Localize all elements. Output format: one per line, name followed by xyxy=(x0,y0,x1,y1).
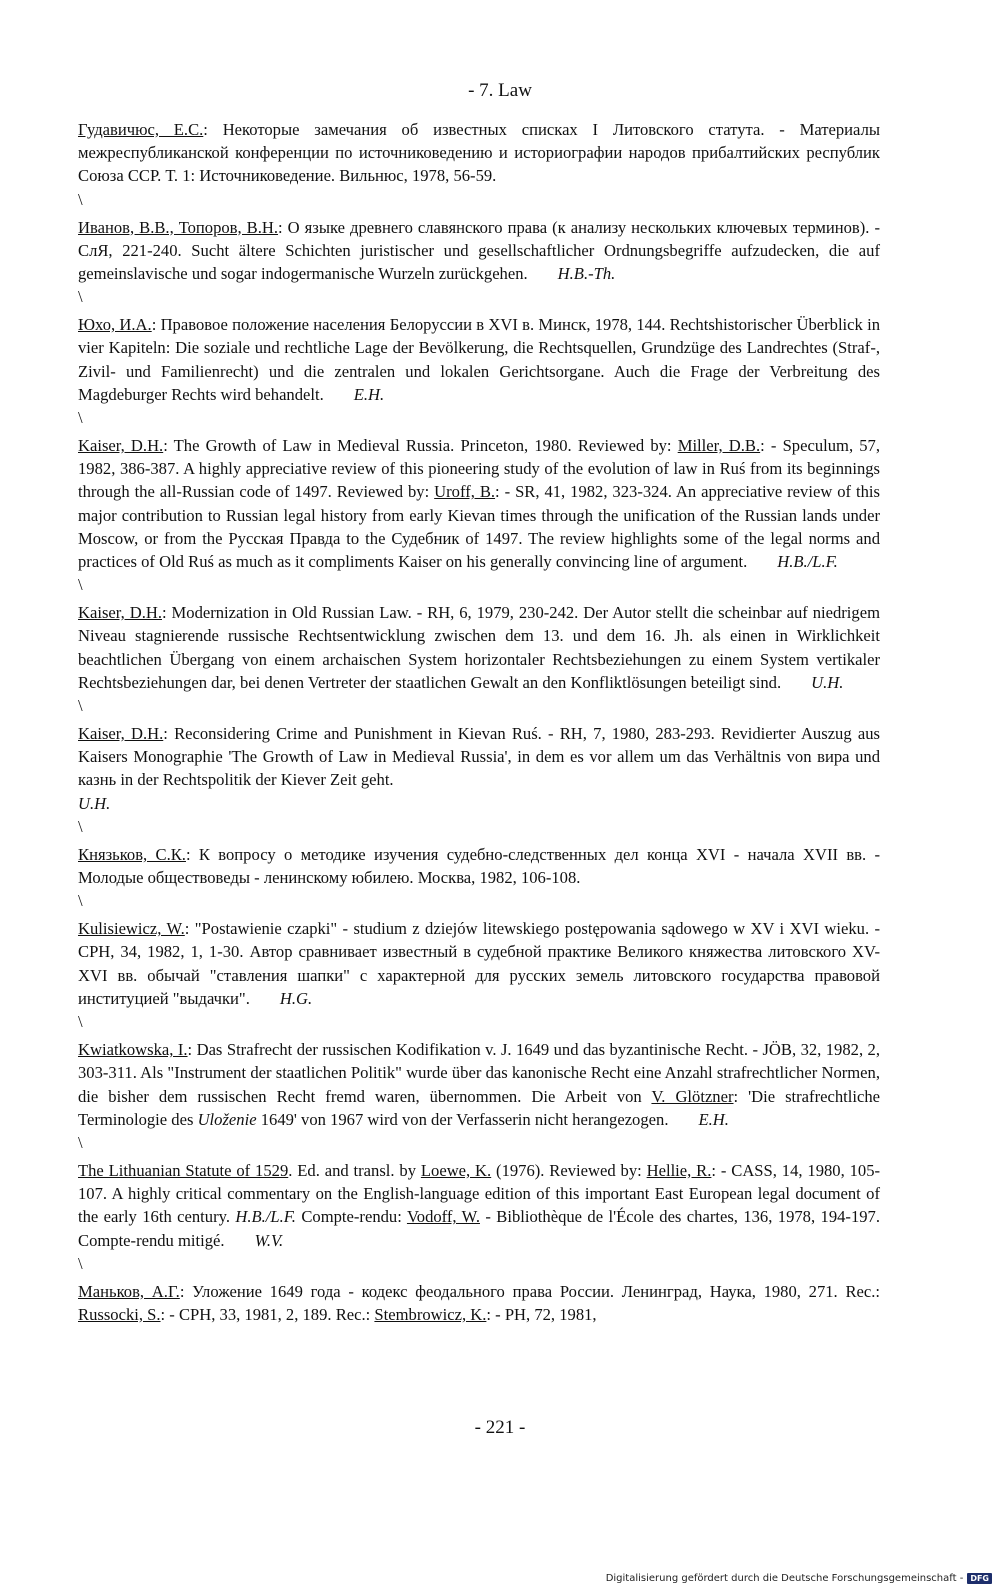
entry-lithuanian-statute xyxy=(78,1159,880,1252)
author: Юхо, И.А. xyxy=(78,315,152,335)
author: Гудавичюс, Е.С. xyxy=(78,120,204,139)
entry-yukho xyxy=(78,313,880,406)
entry-mankov xyxy=(78,1280,880,1326)
entry-text: . Ed. and transl. by xyxy=(288,1160,421,1180)
separator: \ xyxy=(78,1253,83,1273)
reviewer-name: Hellie, R. xyxy=(646,1160,712,1180)
reviewer-initials: U.H. xyxy=(811,672,844,692)
entry-text: Compte-rendu: xyxy=(295,1207,407,1227)
entry-kwiatkowska xyxy=(78,1038,880,1131)
entry-text: : Правовое положение населения Белоруссии в XVI в. Минск, 1978, 144. Rechtshistorischer Überblick in vier Kapiteln: Die soziale und rechtliche Lage der Bevölkerung, die Rechtsquellen, Grundzüge des Landrechtes (Straf-, Zivil- und Familienrecht) und die zentralen und lokalen Gerichtsorgane. Auch die Frage der Verbreitung des Magdeburger Rechts wird behandelt. xyxy=(78,315,881,404)
reviewer-initials: H.B./L.F. xyxy=(777,552,838,572)
italic-term: Uloženie xyxy=(197,1109,257,1129)
reviewer-name: Vodoff, W. xyxy=(406,1207,480,1227)
author: Kaiser, D.H. xyxy=(78,724,164,744)
author: Князьков, С.К. xyxy=(78,844,186,864)
entry-text: : - Speculum, 57, 1982, 386-387. A highly appreciative review of this pioneering study of the evolution of law in Ruś from its beginnings through the all-Russian code of 1497. Reviewed by: xyxy=(78,436,880,502)
author: Иванов, В.В., Топоров, В.Н. xyxy=(78,217,279,237)
entry-text: : - CASS, 14, 1980, 105-107. A highly critical commentary on the English-language edition of this important East European legal document of the early 16th century. xyxy=(78,1160,881,1227)
work-title: The Lithuanian Statute of 1529 xyxy=(78,1160,289,1180)
entry-gudavichyus xyxy=(78,118,880,188)
cited-author: V. Glötzner xyxy=(651,1086,734,1106)
page-number: - 221 - xyxy=(474,1417,526,1438)
entry-text: : - SR, 41, 1982, 323-324. An appreciative review of this major contribution to Russian legal history from early Kievan times through the unification of the Russian lands under Moscow, or from the Русская Правда to the Судебник of 1497. The review highlights some of the legal norms and practices of Old Ruś as much as it compliments Kaiser on his generally convincing line of argument. xyxy=(78,482,880,572)
reviewer-initials: U.H. xyxy=(78,793,111,813)
reviewer-name: Russocki, S. xyxy=(78,1304,161,1324)
entry-text: - Bibliothèque de l'École des chartes, 136, 1978, 194-197. Compte-rendu mitigé. xyxy=(78,1207,880,1250)
entry-text: : О языке древнего славянского права (к анализу нескольких ключевых терминов). - СлЯ, 221-240. Sucht ältere Schichten juristischer und gesellschaftlicher Ordnungsbegriffe aufzudecken, die auf gemeinslavische und sogar indogermanische Wurzeln zurückgehen. xyxy=(78,217,880,284)
entry-kulisiewicz xyxy=(78,917,880,1010)
entry-text: : Reconsidering Crime and Punishment in Kievan Ruś. - RH, 7, 1980, 283-293. Revidierter Auszug aus Kaisers Monographie 'The Growth of Law in Medieval Russia', in dem es vor allem um das Verhältnis von вира und казнь in der Rechtspolitik der Kiever Zeit geht. xyxy=(78,724,880,790)
separator: \ xyxy=(78,575,83,595)
dfg-logo: DFG xyxy=(967,1573,992,1584)
entry-text: : Некоторые замечания об известных списках I Литовского статута. - Материалы межреспубликанской конференции по источниковедению и историографии народов прибалтийских республик Союза ССР. Т. 1: Источниковедение. Вильнюс, 1978, 56-59. xyxy=(78,120,881,186)
reviewer-initials: W.V. xyxy=(254,1230,284,1250)
separator: \ xyxy=(78,696,83,716)
separator: \ xyxy=(78,408,83,428)
entry-kaiser-reconsidering xyxy=(78,722,880,815)
entry-text: : Das Strafrecht der russischen Kodifikation v. J. 1649 und das byzantinische Recht. - JÖB, 32, 1982, 2, 303-311. Als "Instrument der staatlichen Politik" wurde über das kanonische Recht eine Anzahl strafrechtlicher Normen, die bisher dem russischen Recht fremd waren, übernommen. Die Arbeit von xyxy=(78,1040,880,1106)
footer-text: Digitalisierung gefördert durch die Deutsche Forschungsgemeinschaft - xyxy=(605,1573,964,1584)
author: Маньков, А.Г. xyxy=(78,1281,180,1301)
entry-text: : 'Die strafrechtliche Terminologie des xyxy=(78,1086,880,1129)
author: Kwiatkowska, I. xyxy=(78,1040,188,1060)
entry-kaiser-growth xyxy=(78,434,880,573)
reviewer-initials: H.G. xyxy=(279,988,313,1008)
entry-text: (1976). Reviewed by: xyxy=(491,1160,647,1180)
bibliography xyxy=(78,118,880,1326)
separator: \ xyxy=(78,287,83,307)
entry-text: 1649' von 1967 wird von der Verfasserin nicht herangezogen. xyxy=(256,1109,669,1129)
reviewer-name: Stembrowicz, K. xyxy=(374,1304,487,1324)
reviewer-name: Miller, D.B. xyxy=(677,436,761,456)
entry-ivanov-toporov xyxy=(78,216,880,286)
author: Kaiser, D.H. xyxy=(78,436,164,456)
reviewer-name: Uroff, B. xyxy=(434,482,496,502)
separator: \ xyxy=(78,891,83,911)
editor-name: Loewe, K. xyxy=(420,1160,492,1180)
entry-knyazkov xyxy=(78,843,880,889)
reviewer-initials: H.B./L.F. xyxy=(235,1207,296,1227)
separator: \ xyxy=(78,816,83,836)
reviewer-initials: E.H. xyxy=(698,1109,729,1129)
entry-text: : К вопросу о методике изучения судебно-следственных дел конца XVI - начала XVII вв. - Молодые обществоведы - ленинскому юбилею. Москва, 1982, 106-108. xyxy=(78,844,880,888)
footer xyxy=(606,1573,992,1584)
entry-text: : "Postawienie czapki" - studium z dziejów litewskiego postępowania sądowego w XV i XVI wieku. - CPH, 34, 1982, 1, 1-30. Автор сравнивает известный в судебной практике Великого княжества литовского XV-XVI вв. обычай "ставления шапки" с характерной для русских земель литовского государства правовой институцией "выдачки". xyxy=(78,919,881,1008)
entry-text: : Modernization in Old Russian Law. - RH, 6, 1979, 230-242. Der Autor stellt die scheinbar auf niedrigem Niveau stagnierende russische Rechtsentwicklung zwischen dem 13. und dem 16. Jh. als einen in Wirklichkeit beachtlichen Übergang von einem archaischen System horizontaler Rechtsbeziehungen zu einem System vertikaler Rechtsbeziehungen dar, bei denen Vertreter der staatlichen Gewalt an den Konfliktlösungen beteiligt sind. xyxy=(78,603,880,692)
reviewer-initials: E.H. xyxy=(353,384,385,404)
page-header: - 7. Law xyxy=(468,80,532,101)
entry-text: : - CPH, 33, 1981, 2, 189. Rec.: xyxy=(160,1304,375,1324)
entry-text: : The Growth of Law in Medieval Russia. Princeton, 1980. Reviewed by: xyxy=(163,436,678,456)
separator: \ xyxy=(78,1012,83,1032)
reviewer-initials: H.B.-Th. xyxy=(557,264,616,284)
author: Kaiser, D.H. xyxy=(78,603,162,623)
entry-text: : - PH, 72, 1981, xyxy=(486,1304,597,1324)
author: Kulisiewicz, W. xyxy=(78,919,185,939)
entry-text: : Уложение 1649 года - кодекс феодального права России. Ленинград, Наука, 1980, 271. Rec.: xyxy=(179,1281,880,1301)
separator: \ xyxy=(78,1132,83,1152)
entry-kaiser-modernization xyxy=(78,601,880,694)
separator: \ xyxy=(78,189,83,209)
